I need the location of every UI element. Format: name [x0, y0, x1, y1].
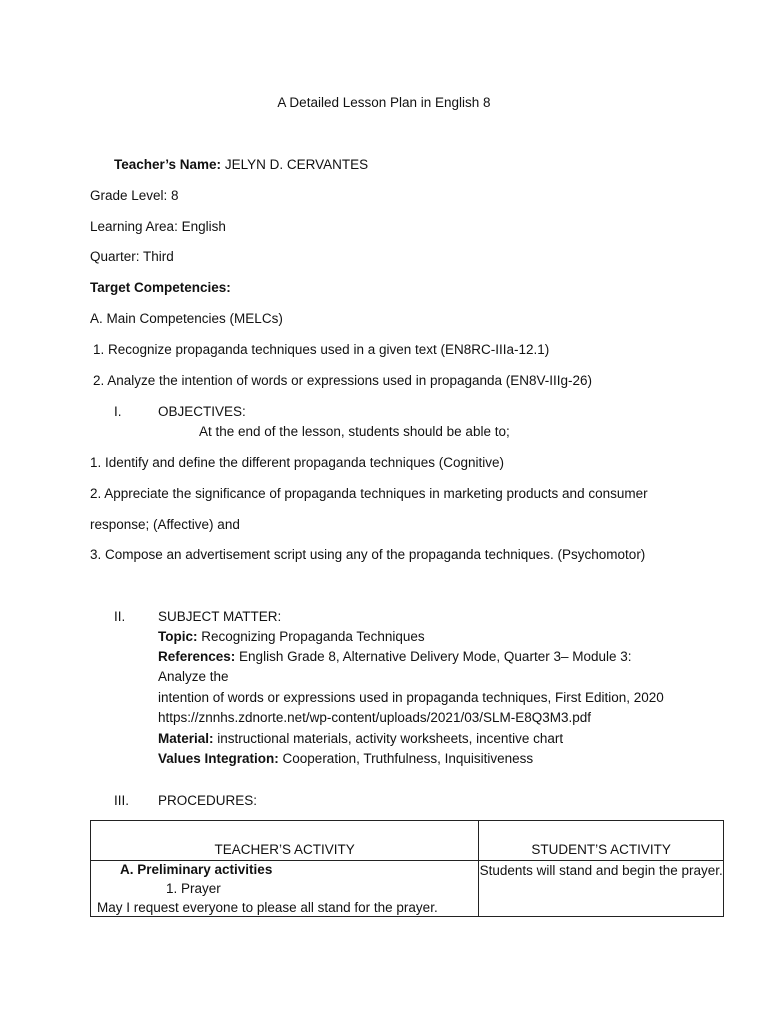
topic-label: Topic:	[158, 629, 198, 644]
references-line-2: Analyze the	[158, 669, 229, 684]
prayer-subitem: 1. Prayer	[166, 881, 221, 896]
values-integration-value: Cooperation, Truthfulness, Inquisitiveness	[278, 751, 534, 766]
table-header-row	[91, 821, 724, 861]
references-line-3: intention of words or expressions used in propaganda techniques, First Edition, 2020	[158, 690, 664, 705]
procedures-table	[90, 820, 724, 917]
objectives-numeral: I.	[114, 404, 122, 419]
teacher-name-label: Teacher’s Name:	[114, 157, 222, 172]
learning-area: Learning Area: English	[90, 219, 226, 234]
material-label: Material:	[158, 731, 214, 746]
preliminary-activities-heading: A. Preliminary activities	[120, 862, 273, 877]
values-integration-label: Values Integration:	[158, 751, 279, 766]
teacher-activity-cell	[91, 861, 479, 917]
references-url: https://znnhs.zdnorte.net/wp-content/uploads/2021/03/SLM-E8Q3M3.pdf	[158, 710, 592, 725]
references-value: English Grade 8, Alternative Delivery Mode, Quarter 3– Module 3:	[235, 649, 632, 664]
teacher-name-line	[114, 156, 368, 174]
competency-item: 2. Analyze the intention of words or expressions used in propaganda (EN8V-IIIg-26)	[93, 373, 593, 388]
teacher-activity-header: TEACHER’S ACTIVITY	[91, 821, 479, 861]
objective-item-continuation: response; (Affective) and	[90, 517, 240, 532]
material-value: instructional materials, activity worksheets, incentive chart	[213, 731, 564, 746]
objectives-intro: At the end of the lesson, students should be able to;	[199, 424, 510, 439]
main-competencies-heading: A. Main Competencies (MELCs)	[90, 311, 283, 326]
target-competencies-heading: Target Competencies:	[90, 280, 231, 295]
grade-level: Grade Level: 8	[90, 188, 179, 203]
topic-line	[158, 628, 425, 646]
procedures-heading: PROCEDURES:	[158, 793, 258, 808]
procedures-numeral: III.	[114, 793, 130, 808]
material-line	[158, 730, 563, 748]
objective-item: 1. Identify and define the different propaganda techniques (Cognitive)	[90, 455, 505, 470]
subject-matter-numeral: II.	[114, 609, 126, 624]
references-label: References:	[158, 649, 236, 664]
subject-matter-heading: SUBJECT MATTER:	[158, 609, 282, 624]
student-activity-header: STUDENT’S ACTIVITY	[479, 821, 724, 861]
document-title: A Detailed Lesson Plan in English 8	[277, 95, 491, 110]
table-row	[91, 861, 724, 917]
quarter: Quarter: Third	[90, 249, 174, 264]
references-line	[158, 648, 632, 666]
student-activity-cell: Students will stand and begin the prayer.	[479, 861, 724, 917]
values-integration-line	[158, 750, 533, 768]
objectives-heading: OBJECTIVES:	[158, 404, 246, 419]
objective-item: 3. Compose an advertisement script using any of the propaganda techniques. (Psychomotor)	[90, 547, 646, 562]
teacher-name-value: JELYN D. CERVANTES	[221, 157, 369, 172]
competency-item: 1. Recognize propaganda techniques used in a given text (EN8RC-IIIa-12.1)	[93, 342, 550, 357]
teacher-prayer-text: May I request everyone to please all stand for the prayer.	[97, 900, 438, 915]
objective-item: 2. Appreciate the significance of propaganda techniques in marketing products and consumer	[90, 486, 648, 501]
topic-value: Recognizing Propaganda Techniques	[197, 629, 425, 644]
